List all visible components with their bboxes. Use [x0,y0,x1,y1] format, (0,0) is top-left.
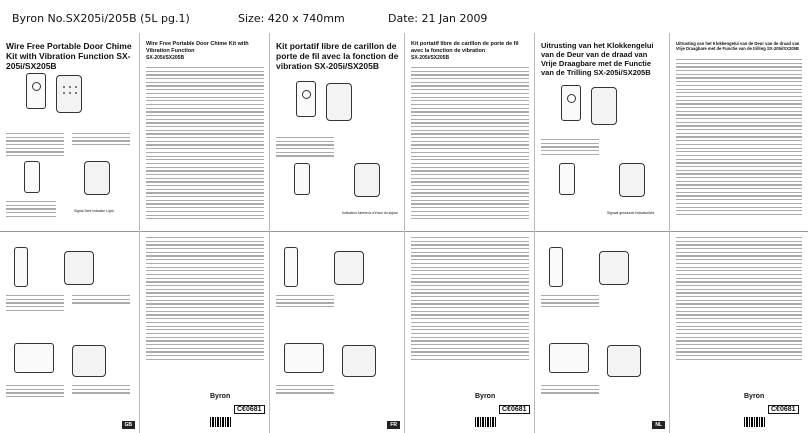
barcode [744,417,766,427]
text-block [6,295,64,313]
push-button-transmitter [561,85,581,121]
chime-illustration [599,251,629,285]
language-badge: NL [652,421,665,429]
brand-logo: Byron [475,393,496,400]
brand-logo: Byron [210,393,231,400]
door-illustration [549,247,563,287]
panel-nl-title: Uitrusting van het Klokkengelui van de Deur van de draad van Vrije Draagbare met de Functie van de Trilling SX-205i/SX205B [541,41,654,77]
text-block [72,133,130,148]
panel-nl-text [670,33,808,433]
ce-mark: C€0681 [234,405,265,414]
speaker-illustration [607,345,641,377]
transmitter-illustration [24,161,40,193]
ce-mark: C€0681 [499,405,530,414]
panel-fr-text [405,33,535,433]
text-block [541,385,599,396]
signal-caption: Indicateur lumineux d'envoi du signal [342,211,398,215]
receiver-illustration [354,163,380,197]
language-badge: FR [387,421,400,429]
panel-gb2-subtitle: SX-205i/SX205B [146,55,185,61]
document-date: Date: 21 Jan 2009 [388,12,488,25]
panel-gb-title: Wire Free Portable Door Chime Kit with Vibration Function SX-205i/SX205B [6,41,132,71]
page-header [0,0,808,32]
panel-gb2-title: Wire Free Portable Door Chime Kit with Vibration Function [146,41,249,54]
text-block [276,137,334,159]
receiver-illustration [619,163,645,197]
text-block [676,237,802,362]
document-size: Size: 420 x 740mm [238,12,345,25]
ce-mark: C€0681 [768,405,799,414]
receiver-illustration [84,161,110,195]
door-illustration [14,247,28,287]
speaker-illustration [72,345,106,377]
language-badge: GB [122,421,136,429]
chime-unit [591,87,617,125]
battery-illustration [549,343,589,373]
chime-unit [56,75,82,113]
chime-unit [326,83,352,121]
panel-nl2-title: Uitrusting van het Klokkengelui van de Deur van de draad van Vrije Draagbare met de Functie van de trilling SX-205i/SX205B [676,41,800,51]
text-block [276,295,334,310]
text-block [676,59,802,218]
text-block [411,67,529,222]
text-block [541,295,599,310]
panel-gb-cover [0,33,140,433]
battery-illustration [284,343,324,373]
text-block [6,385,64,400]
chime-illustration [64,251,94,285]
panel-fr-title: Kit portatif libre de carillon de porte de fil avec la fonction de vibration SX-205i/SX205B [276,41,399,71]
panel-fr2-subtitle: SX-205i/SX205B [411,55,450,61]
document-title: Byron No.SX205i/205B (5L pg.1) [12,12,190,25]
transmitter-illustration [559,163,575,195]
text-block [541,139,599,157]
text-block [146,67,264,222]
signal-caption: Signaal gestuurde Indicatorlicht [607,211,655,215]
push-button-transmitter [26,73,46,109]
signal-caption: Signal Sent Indicator Light [74,209,114,213]
battery-illustration [14,343,54,373]
barcode [210,417,232,427]
text-block [276,385,334,396]
text-block [411,237,529,362]
panel-fr-cover [270,33,405,433]
text-block [6,133,64,159]
brand-logo: Byron [744,393,765,400]
push-button-transmitter [296,81,316,117]
transmitter-illustration [294,163,310,195]
panel-nl-cover [535,33,670,433]
manual-sheet [0,33,808,433]
panel-gb-text [140,33,270,433]
chime-illustration [334,251,364,285]
text-block [6,201,56,219]
text-block [72,385,130,396]
panel-fr2-title: Kit portatif libre de carillon de porte de fil avec la fonction de vibration [411,41,519,54]
text-block [72,295,130,306]
barcode [475,417,497,427]
text-block [146,237,264,362]
door-illustration [284,247,298,287]
speaker-illustration [342,345,376,377]
